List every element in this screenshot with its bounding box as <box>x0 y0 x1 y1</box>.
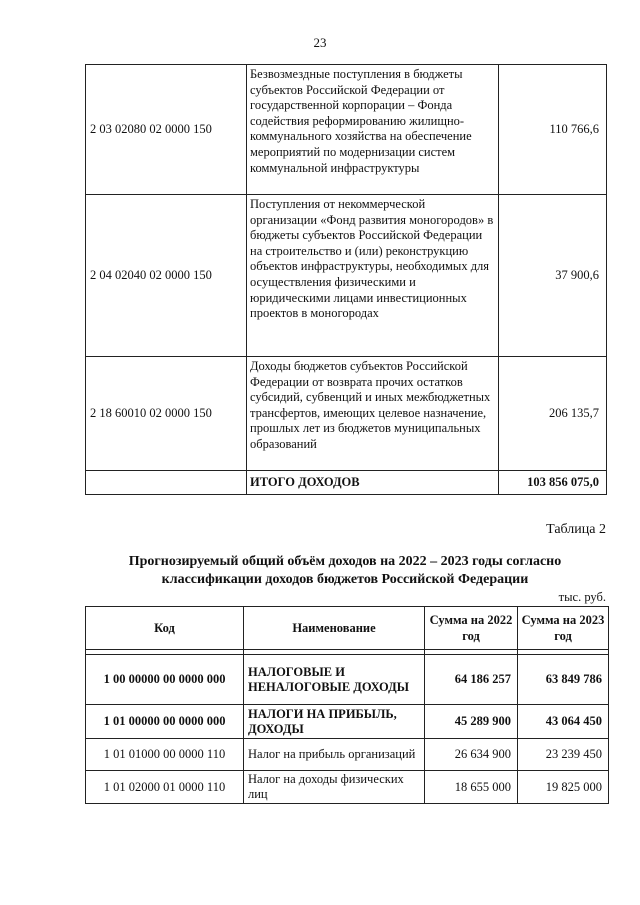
row-value-2023: 63 849 786 <box>518 655 609 705</box>
row-code: 1 01 02000 01 0000 110 <box>86 771 244 804</box>
table-row <box>86 739 609 771</box>
row-value-2022: 26 634 900 <box>425 739 518 771</box>
row-value-2023: 19 825 000 <box>518 771 609 804</box>
total-row <box>86 471 607 495</box>
row-value-2022: 64 186 257 <box>425 655 518 705</box>
unit-label: тыс. руб. <box>558 590 606 604</box>
revenue-table-continued <box>85 64 607 495</box>
row-name: НАЛОГИ НА ПРИБЫЛЬ, ДОХОДЫ <box>244 705 425 739</box>
header-sum-2022: Сумма на 2022 год <box>425 607 518 650</box>
row-name: Поступления от некоммерческой организации «Фонд развития моногородов» в бюджеты субъектов Российской Федерации на строительство и (или) реконструкцию объектов инфраструктуры, необходимых для осуществления физическими и юридическими лицами инвестиционных проектов в моногородах <box>247 195 499 357</box>
row-value: 110 766,6 <box>499 65 607 195</box>
row-code: 1 01 01000 00 0000 110 <box>86 739 244 771</box>
row-value-2022: 18 655 000 <box>425 771 518 804</box>
row-code: 2 18 60010 02 0000 150 <box>86 357 247 471</box>
row-name: Безвозмездные поступления в бюджеты субъектов Российской Федерации от государственной корпорации – Фонда содействия реформированию жилищно-коммунального хозяйства на обеспечение мероприятий по модернизации систем коммунальной инфраструктуры <box>247 65 499 195</box>
row-code: 1 01 00000 00 0000 000 <box>86 705 244 739</box>
row-value-2022: 45 289 900 <box>425 705 518 739</box>
table-header <box>86 607 609 650</box>
row-value: 37 900,6 <box>499 195 607 357</box>
row-code: 1 00 00000 00 0000 000 <box>86 655 244 705</box>
revenue-forecast-table <box>85 606 609 804</box>
row-code: 2 04 02040 02 0000 150 <box>86 195 247 357</box>
row-name: НАЛОГОВЫЕ И НЕНАЛОГОВЫЕ ДОХОДЫ <box>244 655 425 705</box>
table-row <box>86 705 609 739</box>
header-code: Код <box>86 607 244 650</box>
row-name: Доходы бюджетов субъектов Российской Федерации от возврата прочих остатков субсидий, субвенций и иных межбюджетных трансфертов, имеющих целевое назначение, прошлых лет из бюджетов муниципальных образований <box>247 357 499 471</box>
header-name: Наименование <box>244 607 425 650</box>
row-name: Налог на прибыль организаций <box>244 739 425 771</box>
table-label: Таблица 2 <box>546 522 606 537</box>
table-row <box>86 65 607 195</box>
header-sum-2023: Сумма на 2023 год <box>518 607 609 650</box>
table-row <box>86 655 609 705</box>
table-row <box>86 357 607 471</box>
row-value: 206 135,7 <box>499 357 607 471</box>
row-name: Налог на доходы физических лиц <box>244 771 425 804</box>
title-line: Прогнозируемый общий объём доходов на 2022 – 2023 годы согласно <box>128 554 562 569</box>
total-label: ИТОГО ДОХОДОВ <box>247 471 499 495</box>
table-row <box>86 771 609 804</box>
table-row <box>86 195 607 357</box>
row-value-2023: 43 064 450 <box>518 705 609 739</box>
total-value: 103 856 075,0 <box>499 471 607 495</box>
section-title <box>80 553 610 589</box>
title-line: классификации доходов бюджетов Российской Федерации <box>161 572 529 587</box>
page-number: 23 <box>313 35 327 50</box>
row-code: 2 03 02080 02 0000 150 <box>86 65 247 195</box>
row-value-2023: 23 239 450 <box>518 739 609 771</box>
